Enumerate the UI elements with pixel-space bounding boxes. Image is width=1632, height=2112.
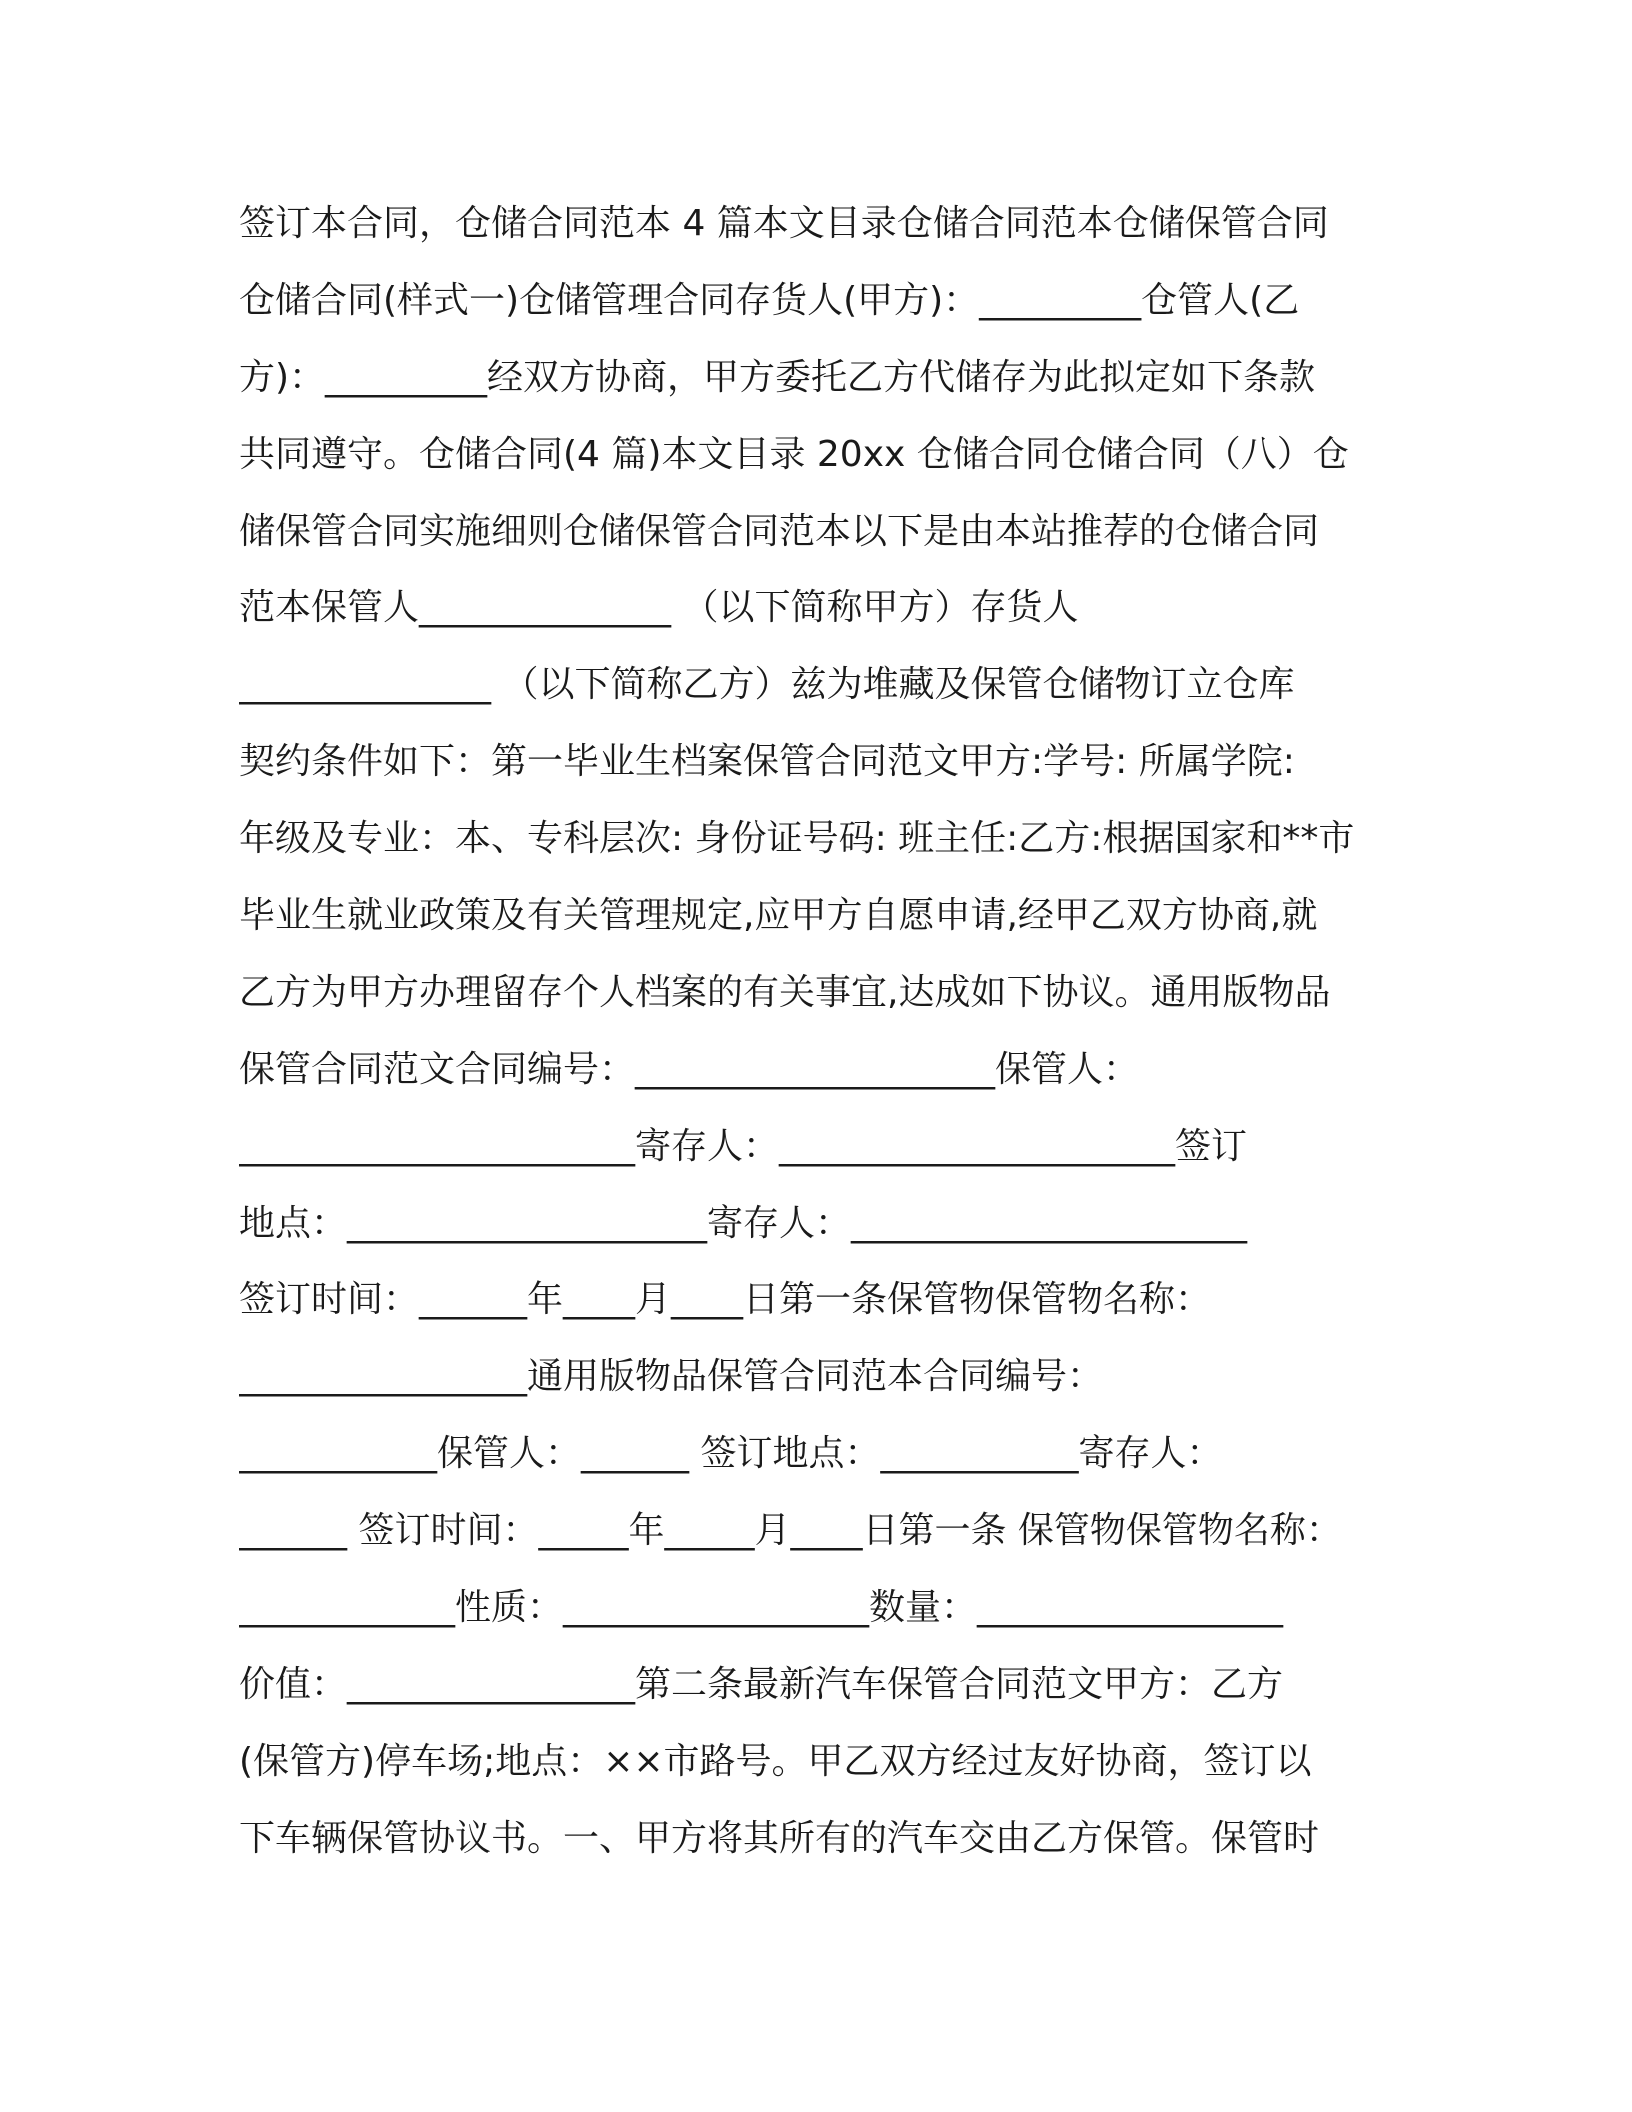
text-line: 契约条件如下：第一毕业生档案保管合同范文甲方:学号: 所属学院: — [239, 741, 1295, 783]
text-line: 年级及专业：本、专科层次: 身份证号码: 班主任:乙方:根据国家和**市 — [239, 818, 1355, 860]
text-line: 下车辆保管协议书。一、甲方将其所有的汽车交由乙方保管。保管时 — [239, 1817, 1320, 1859]
text-line: ___________保管人：______ 签订地点：___________寄存人： — [239, 1433, 1223, 1475]
text-line: ______________ （以下简称乙方）兹为堆藏及保管仓储物订立仓库 — [239, 664, 1295, 706]
text-line: 共同遵守。仓储合同(4 篇)本文目录 20xx 仓储合同仓储合同（八）仓 — [239, 433, 1349, 475]
text-line: 乙方为甲方办理留存个人档案的有关事宜,达成如下协议。通用版物品 — [239, 971, 1331, 1013]
text-line: 范本保管人______________ （以下简称甲方）存货人 — [239, 587, 1079, 629]
text-line: ________________通用版物品保管合同范本合同编号： — [239, 1356, 1104, 1398]
text-line: (保管方)停车场;地点：××市路号。甲乙双方经过友好协商，签订以 — [239, 1740, 1312, 1782]
text-line: ______ 签订时间：_____年_____月____日第一条 保管物保管物名称： — [239, 1510, 1342, 1552]
text-line: 仓储合同(样式一)仓储管理合同存货人(甲方)：_________仓管人(乙 — [239, 279, 1300, 321]
text-line: 方)：_________经双方协商，甲方委托乙方代储存为此拟定如下条款 — [239, 356, 1316, 398]
text-line: ____________性质：_________________数量：_________________ — [239, 1587, 1284, 1629]
text-line: 签订本合同，仓储合同范本 4 篇本文目录仓储合同范本仓储保管合同 — [239, 203, 1329, 244]
text-line: 储保管合同实施细则仓储保管合同范本以下是由本站推荐的仓储合同 — [239, 510, 1320, 552]
text-line: 毕业生就业政策及有关管理规定,应甲方自愿申请,经甲乙双方协商,就 — [239, 895, 1318, 937]
text-line: 地点：____________________寄存人：______________________ — [239, 1202, 1248, 1244]
body-text — [239, 186, 1399, 1878]
text-line: 价值：________________第二条最新汽车保管合同范文甲方：乙方 — [239, 1663, 1284, 1705]
text-line: 签订时间：______年____月____日第一条保管物保管物名称： — [239, 1279, 1212, 1321]
text-line: ______________________寄存人：______________________签订 — [239, 1125, 1248, 1167]
text-line: 保管合同范文合同编号：____________________保管人： — [239, 1048, 1140, 1090]
